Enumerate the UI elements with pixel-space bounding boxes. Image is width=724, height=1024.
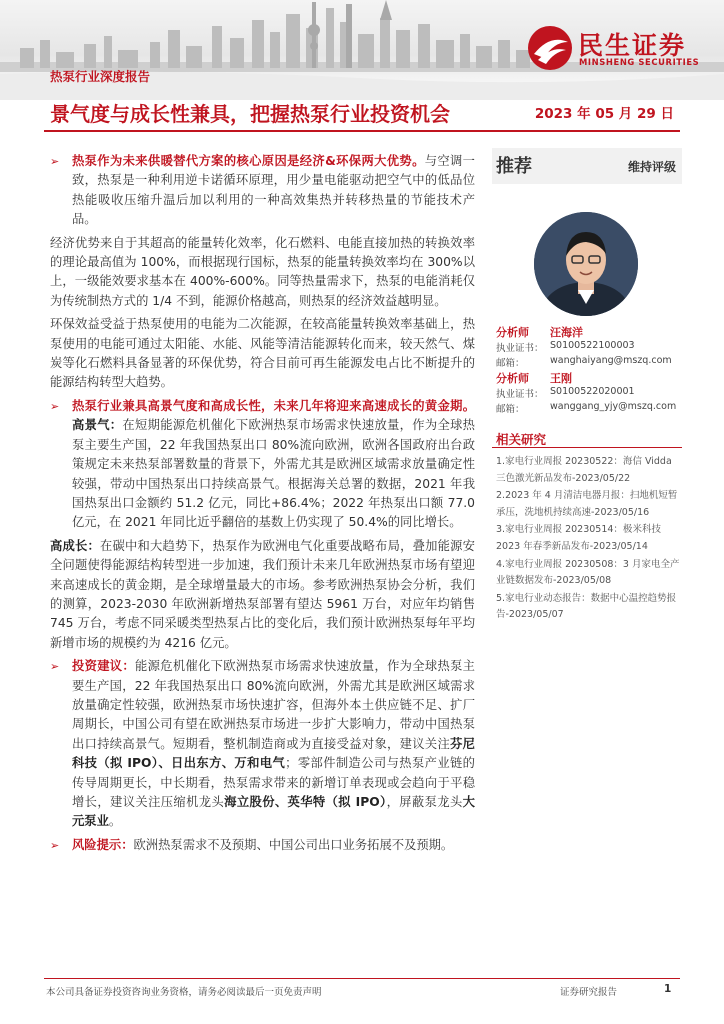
economic-advantage-paragraph: 经济优势来自于其超高的能量转化效率，化石燃料、电能直接加热的转换效率的理论最高值为 100%，而根据现行国标，热泵的能量转换效率均在 300%以上，一级能效要求基本在 400%-600%。同等热量需求下，热泵的电能消耗仅为传统制热方式的 1/4 不到，能源价格越高，则热泵的经济效益越明显。 xyxy=(50,235,475,308)
analyst-photo xyxy=(534,212,638,316)
stock-names: 芬尼科技（拟 IPO）、日出东方、万和电气 xyxy=(72,736,475,771)
point-text: 。 xyxy=(108,814,122,829)
point-text: 能源危机催化下欧洲热泵市场需求快速放量，作为全球热泵主要生产国，22 年我国热泵出口 80%流向欧洲，外需尤其是欧洲区域需求放量确定性较强，欧洲热泵市场快速扩容，但海外本土供应链不足、扩厂周期长，中国公司有望在欧洲热泵市场进一步扩大影响力，带动中国热泵出口持续高景气。短期看，整机制造商或为直接受益对象，建议关注 xyxy=(72,659,475,751)
related-item: 2.2023 年 4 月清洁电器月报：扫地机短暂承压，洗地机持续高速-2023/05/16 xyxy=(496,490,678,518)
header-banner xyxy=(0,0,724,100)
report-type: 热泵行业深度报告 xyxy=(50,69,151,84)
license-label: 执业证书： xyxy=(496,388,544,400)
minsheng-securities-logo xyxy=(526,24,706,72)
point-text: ，屏蔽泵龙头 xyxy=(386,795,463,809)
related-item: 4.家电行业周报 20230508：3 月家电全产业链数据发布-2023/05/08 xyxy=(496,558,680,587)
rating-box xyxy=(492,148,682,184)
minsheng-logo-mark-icon xyxy=(526,24,574,72)
point-text: 在短期能源危机催化下欧洲热泵市场需求快速放量，作为全球热泵主要生产国，22 年我国热泵出口 80%流向欧洲，欧洲各国政府出台政策规定未来热泵部署数量的背景下，外需尤其是欧洲区域需求放量确定性较强，带动中国热泵出口持续高景气。根据海关总署的数据，2021 年我国热泵出口金额约 51.2 亿元，同比+86.4%；2022 年热泵出口额 77.0 亿元，在 2021 年同比近乎翻倍的基数上仍实现了 50.4%的同比增长。 xyxy=(72,418,475,530)
related-research-title: 相关研究 xyxy=(496,432,547,447)
license-number: S0100522020001 xyxy=(550,385,635,397)
stock-names: 大元泵业 xyxy=(72,795,475,829)
analyst-email: wanggang_yjy@mszq.com xyxy=(550,401,677,412)
high-growth-paragraph xyxy=(50,537,475,653)
summary-point-advantages xyxy=(50,152,475,230)
point-lead: 热泵作为未来供暖替代方案的核心原因是经济&环保两大优势。 xyxy=(72,154,425,168)
environmental-advantage-paragraph: 环保效益受益于热泵使用的电能为二次能源，在较高能量转换效率基础上，热泵使用的电能可通过太阳能、水能、风能等清洁能源转化而来，较天然气、煤炭等化石燃料具备显著的环保优势，符合目前可再生能源发电占比不断提升的能源结构转型大趋势。 xyxy=(50,317,475,390)
email-label: 邮箱： xyxy=(496,358,525,369)
license-label: 执业证书： xyxy=(496,342,544,354)
point-text: ；零部件制造公司与热泵产业链的传导周期更长，中长期看，热泵需求带来的新增订单表现或会趋向于平稳增长，建议关注压缩机龙头 xyxy=(72,756,475,809)
rating-note: 维持评级 xyxy=(627,160,676,174)
analyst-name: 王刚 xyxy=(550,372,572,385)
analyst-portrait-icon xyxy=(534,212,638,316)
analyst-name: 汪海洋 xyxy=(550,326,583,339)
point-subhead: 高成长： xyxy=(50,538,101,553)
point-text: 在碳中和大趋势下，热泵作为欧洲电气化重要战略布局，叠加能源安全问题使得能源结构转型进一步加速，我们预计未来几年欧洲热泵市场有望迎来高速成长的黄金期，是全球增量最大的市场。参考欧洲热泵协会分析，我们的测算，2023-2030 年欧洲新增热泵部署有望达 5961 万台，对应年均销售 745 万台，考虑不同采暖类型热泵占比的变化后，我们预计欧洲热泵每年平均新增市场的规模约为 4216 亿元。 xyxy=(50,538,475,650)
report-date: 2023 年 05 月 29 日 xyxy=(534,106,674,122)
related-divider xyxy=(492,447,682,448)
related-item: 1.家电行业周报 20230522：海信 Vidda 三色激光新品发布-2023/05/22 xyxy=(496,456,672,484)
brand-name-cn: 民生证券 xyxy=(578,31,687,60)
related-item: 3.家电行业周报 20230514：极米科技 2023 年春季新品发布-2023/05/14 xyxy=(496,524,661,552)
point-text: 与空调一致，热泵是一种利用逆卡诺循环原理，用少量电能驱动把空气中的低品位热能吸收压缩升温后加以利用的一种高效集热并转移热量的节能技术产品。 xyxy=(72,154,475,227)
summary-point-growth xyxy=(50,397,475,533)
report-summary xyxy=(50,152,475,859)
header-divider xyxy=(44,130,680,132)
footer-doc-type: 证券研究报告 xyxy=(560,987,618,998)
report-title: 景气度与成长性兼具，把握热泵行业投资机会 xyxy=(50,102,450,126)
footer-disclaimer: 本公司具备证券投资咨询业务资格，请务必阅读最后一页免责声明 xyxy=(46,987,322,998)
analyst-role: 分析师 xyxy=(496,372,529,385)
analyst-1 xyxy=(496,324,682,371)
analyst-email: wanghaiyang@mszq.com xyxy=(550,355,672,366)
point-lead: 风险提示： xyxy=(72,837,134,852)
rating: 推荐 xyxy=(496,156,532,177)
related-item: 5.家电行业动态报告：数据中心温控趋势报告-2023/05/07 xyxy=(496,592,677,621)
page-number: 1 xyxy=(664,983,672,995)
sidebar xyxy=(492,148,682,621)
summary-point-risk xyxy=(50,836,475,855)
point-lead: 投资建议： xyxy=(72,659,136,674)
analyst-2 xyxy=(496,370,682,417)
license-number: S0100522100003 xyxy=(550,339,635,351)
analyst-role: 分析师 xyxy=(496,326,529,339)
related-research-list xyxy=(496,454,680,625)
stock-names: 海立股份、英华特（拟 IPO） xyxy=(224,795,387,809)
point-subhead: 高景气： xyxy=(72,418,123,433)
brand-name-en: MINSHENG SECURITIES xyxy=(579,57,700,67)
footer-divider xyxy=(44,978,680,979)
point-text: 欧洲热泵需求不及预期、中国公司出口业务拓展不及预期。 xyxy=(133,837,454,852)
point-lead: 热泵行业兼具高景气度和高成长性，未来几年将迎来高速成长的黄金期。 xyxy=(72,398,475,413)
summary-point-investment-advice xyxy=(50,657,475,832)
email-label: 邮箱： xyxy=(496,404,525,415)
